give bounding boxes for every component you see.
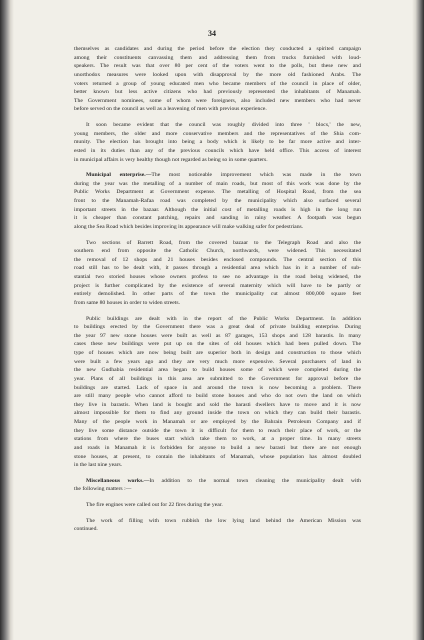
paragraph-miscellaneous-works — [74, 477, 361, 494]
text-line: in municipal affairs is very healthy though not regarded as being so in some quarters. — [74, 156, 268, 163]
text-line: Public Works Department at Government expense. The metalling of Hospital Road, from the sea — [74, 189, 361, 196]
text-line: stone houses, at present, to contain the inhabitants of Manamah, whose population has almost doubled — [74, 453, 361, 460]
text-line: The work of filling with town rubbish the low lying land behind the American Mission was — [86, 517, 361, 524]
text-line — [74, 477, 361, 486]
text-line: to buildings erected by the Government there was a great deal of private building enterprise. During — [74, 324, 361, 331]
report-text — [74, 45, 361, 541]
text-line: cases these new buildings were put up on the sites of old houses which had been pulled down. The — [74, 341, 361, 348]
paragraph-barrett-road — [74, 239, 361, 308]
paragraph-council-blocs — [74, 121, 361, 164]
text-line: it is cheaper than constant patching, repairs and sanding in rainy weather. A footpath was begun — [74, 215, 361, 222]
paragraph-fire-engines — [74, 501, 361, 510]
text-line: in the last nine years. — [74, 462, 123, 469]
paragraph-public-buildings — [74, 315, 361, 470]
text-line: voters returned a group of young educated men who became members of the council in place of older, — [74, 80, 361, 87]
heading-following-text: The most noticeable improvement which was made in the town — [151, 172, 361, 179]
text-line: important streets in the bazaar. Although the initial cost of metalling roads is high in the long run — [74, 206, 361, 213]
text-line: front to the Manamah-Rafaa road was completed by the municipality which also surfaced several — [74, 198, 361, 204]
text-line: the year 97 new stone houses were built as well as 87 garages, 153 shops and 128 barastis. In many — [74, 332, 361, 339]
text-line: The Government nominees, some of whom were foreigners, also included new members who had never — [74, 97, 361, 104]
text-line: Many of the people work in Manamah or are employed by the Bahrain Petroleum Company and if — [74, 419, 361, 425]
text-line: stantial two storied houses whose owners profess to see no advantage in the road being widened, the — [74, 274, 361, 280]
text-line: southern end from opposite the Catholic Church, northwards, were widened. This necessitated — [74, 248, 361, 255]
text-line: munity. The election has brought into being a body which is likely to be far more active and inter- — [74, 139, 361, 146]
text-line: the new Gudhabia residential area began to build houses some of which were completed during the — [74, 367, 361, 374]
text-line: road still has to be dealt with, it passes through a residential area which has in it a number of sub- — [74, 265, 361, 272]
text-line: the removal of 12 shops and 21 houses besides enclosed compounds. The central section of this — [74, 256, 361, 263]
text-line: Two sections of Barrett Road, from the covered bazaar to the Telegraph Road and also the — [86, 239, 361, 246]
paragraph-filling-work — [74, 517, 361, 534]
text-line: were built a few years ago and they are very much more expensive. Several purchasers of land in — [74, 358, 361, 365]
text-line: the following matters :— — [74, 486, 132, 493]
paragraph-intro — [74, 45, 361, 114]
text-line: project is further complicated by the existence of several maternity which will have to be partly or — [74, 282, 361, 289]
text-line — [74, 171, 361, 180]
text-line: from same 80 houses in order to widen streets. — [74, 299, 180, 306]
text-line: better known but less active citizens who had previously represented the inhabitants of Manamah. — [74, 89, 361, 96]
heading-following-text: In addition to the normal town cleaning the municipality dealt with — [149, 477, 361, 484]
text-line: they live some distance outside the town it is difficult for them to reach their place of work, or the — [74, 427, 361, 434]
text-line: and roads in Manamah it is forbidden for anyone to build a new barasti but there are not enough — [74, 444, 361, 451]
text-line: buildings are started. Lack of space in and around the town is now becoming a problem. There — [74, 384, 361, 391]
text-line: themselves as candidates and during the period before the election they conducted a spirited campaign — [74, 46, 361, 52]
text-line: along the Sea Road which besides improving its appearance will make walking safer for pedestrians. — [74, 223, 304, 230]
text-line: entirely demolished. In other parts of the town the municipality cut almost 800,000 square feet — [74, 291, 361, 298]
left-page-shadow — [0, 0, 14, 640]
text-line: they live in barastis. When land is bought and sold the barasti dwellers have to move and it is now — [74, 401, 361, 408]
text-line: before served on the council as well as a leavening of men with previous experience. — [74, 106, 267, 113]
text-line: Public buildings are dealt with in the report of the Public Works Department. In addition — [86, 315, 361, 322]
text-line: stations from where the buses start which take them to work, at a proper time. In many streets — [74, 436, 361, 443]
text-line: among their constituents canvassing them and addressing them from trucks furnished with loud- — [74, 54, 361, 61]
text-line: year. Plans of all buildings in this area are submitted to the Government for approval before the — [74, 375, 361, 382]
text-line: almost impossible for them to find any ground inside the town on which they can build their barastis. — [74, 410, 361, 417]
page-number: 34 — [208, 29, 216, 38]
text-line: are still many people who cannot afford to build stone houses and who do not own the land on which — [74, 393, 361, 400]
text-line: It soon became evident that the council was roughly divided into three ' blocs,' the new, — [86, 122, 361, 128]
right-page-shadow — [412, 0, 424, 640]
text-line: young members, the older and more conservative members and the representatives of the Shia com- — [74, 130, 361, 137]
text-line: during the year was the metalling of a number of main roads, but most of this work was done by the — [74, 180, 361, 187]
text-line: ested in its duties than any of the previous councils which have held office. This access of interest — [74, 147, 361, 154]
text-line: continued. — [74, 526, 98, 533]
text-line: speakers. The result was that over 80 per cent of the voters went to the polls, but these new and — [74, 63, 361, 70]
text-line: The fire engines were called out for 22 fires during the year. — [86, 502, 223, 508]
section-heading-municipal-enterprise: Municipal enterprise.— — [86, 172, 152, 179]
text-line: type of houses which are now being built are superior both in design and construction to those which — [74, 350, 361, 356]
text-line: unorthodox measures were looked upon with disapproval by the more old fashioned Arabs. The — [74, 71, 361, 78]
paragraph-municipal-enterprise — [74, 171, 361, 231]
section-heading-miscellaneous-works: Miscellaneous works.— — [86, 477, 150, 484]
